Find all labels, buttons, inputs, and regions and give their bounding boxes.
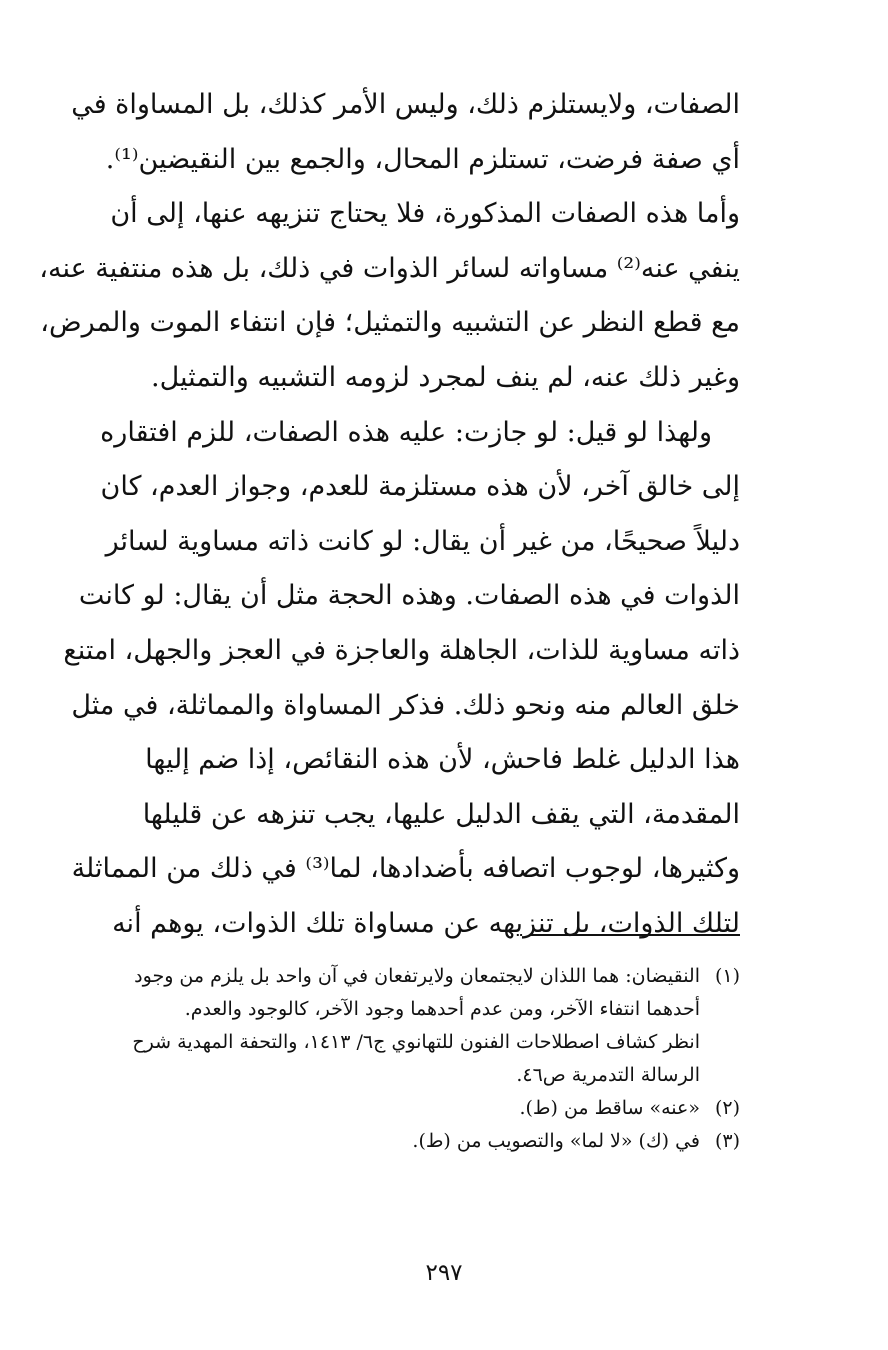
footnote-3: [150, 1125, 740, 1158]
text-line: الصفات، ولايستلزم ذلك، وليس الأمر كذلك، بل المساواة في: [71, 89, 740, 120]
footnote-1-continuation: الرسالة التدمرية ص٤٦.: [516, 1064, 700, 1086]
footnote-number: (٢): [714, 1097, 740, 1119]
footnote-2: [150, 1092, 740, 1125]
footnote-text: النقيضان: هما اللذان لايجتمعان ولايرتفعان في آن واحد بل يلزم من وجود: [134, 965, 700, 987]
footnote-divider: [530, 934, 740, 936]
text-line: وغير ذلك عنه، لم ينف لمجرد لزومه التشبيه والتمثيل.: [151, 361, 740, 393]
footnotes-block: [132, 960, 740, 1158]
text-line: خلق العالم منه ونحو ذلك. فذكر المساواة والمماثلة، في مثل: [71, 689, 740, 721]
text-line: وكثيرها، لوجوب اتصافه بأضدادها، لما⁽³⁾ في ذلك من المماثلة: [71, 853, 740, 885]
text-line: لتلك الذوات، بل تنزيهه عن مساواة تلك الذوات، يوهم أنه: [112, 907, 740, 939]
text-line: مع قطع النظر عن التشبيه والتمثيل؛ فإن انتفاء الموت والمرض،: [40, 307, 740, 339]
text-line: دليلاً صحيحًا، من غير أن يقال: لو كانت ذاته مساوية لسائر: [105, 525, 740, 557]
text-line: أي صفة فرضت، تستلزم المحال، والجمع بين النقيضين⁽¹⁾.: [105, 143, 740, 175]
text-line: المقدمة، التي يقف الدليل عليها، يجب تنزهه عن قليلها: [142, 798, 740, 830]
text-line: وأما هذه الصفات المذكورة، فلا يحتاج تنزيهه عنها، إلى أن: [110, 198, 740, 230]
footnote-1-continuation: أحدهما انتفاء الآخر، ومن عدم أحدهما وجود الآخر، كالوجود والعدم.: [184, 998, 700, 1020]
main-text-block: [39, 78, 740, 952]
footnote-text: في (ك) «لا لما» والتصويب من (ط).: [412, 1130, 700, 1152]
page-number: ٢٩٧: [425, 1260, 463, 1286]
footnote-1-continuation: انظر كشاف اصطلاحات الفنون للتهانوي ج٦/ ١٤١٣، والتحفة المهدية شرح: [132, 1031, 700, 1053]
text-line: ولهذا لو قيل: لو جازت: عليه هذه الصفات، للزم افتقاره: [100, 416, 712, 448]
text-line: هذا الدليل غلط فاحش، لأن هذه النقائص، إذا ضم إليها: [145, 744, 740, 776]
text-line: ينفي عنه⁽²⁾ مساواته لسائر الذوات في ذلك، بل هذه منتفية عنه،: [39, 252, 740, 284]
text-line: إلى خالق آخر، لأن هذه مستلزمة للعدم، وجواز العدم، كان: [100, 471, 740, 503]
text-line: ذاته مساوية للذات، الجاهلة والعاجزة في العجز والجهل، امتنع: [63, 634, 740, 666]
footnote-number: (٣): [714, 1130, 740, 1152]
text-line: الذوات في هذه الصفات. وهذه الحجة مثل أن يقال: لو كانت: [78, 580, 740, 612]
footnote-1: [134, 960, 740, 993]
footnote-text: «عنه» ساقط من (ط).: [519, 1097, 700, 1119]
footnote-number: (١): [714, 965, 740, 987]
